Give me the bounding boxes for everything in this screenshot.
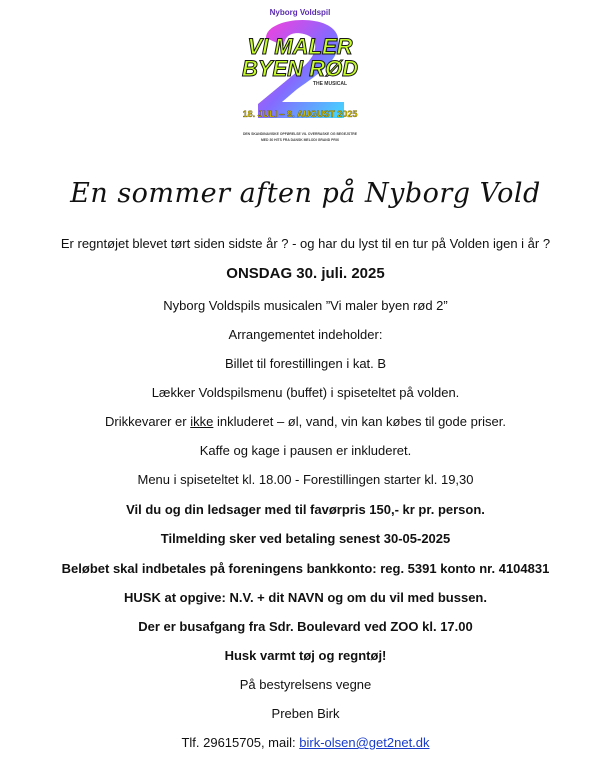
clothes-line: Husk varmt tøj og regntøj! <box>224 648 387 663</box>
drinks-text-post: inkluderet – øl, vand, vin kan købes til gode priser. <box>213 414 507 429</box>
times-line: Menu i spiseteltet kl. 18.00 - Forestillingen starter kl. 19,30 <box>137 472 474 487</box>
contact-prefix: Tlf. 29615705, mail: <box>181 735 300 750</box>
logo-fine-print-2: MED 30 HITS FRA DANSK MELODI GRAND PRIX <box>260 138 340 142</box>
signer-name: Preben Birk <box>271 706 340 721</box>
logo-top-text: Nyborg Voldspil <box>269 8 331 17</box>
notice-line: HUSK at opgive: N.V. + dit NAVN og om du vil med bussen. <box>124 590 487 605</box>
includes-menu: Lækker Voldspilsmenu (buffet) i spiseteltet på volden. <box>151 385 460 400</box>
logo-dates: 18. JULI – 9. AUGUST 2025 <box>242 109 358 119</box>
page-title: En sommer aften på Nyborg Vold <box>70 178 541 209</box>
includes-drinks <box>0 414 611 430</box>
includes-heading: Arrangementet indeholder: <box>228 327 383 342</box>
price-line: Vil du og din ledsager med til favørpris 150,- kr pr. person. <box>126 502 485 517</box>
logo-title-line1: VI MALER <box>247 34 353 59</box>
signup-line: Tilmelding sker ved betaling senest 30-05-2025 <box>160 531 451 546</box>
drinks-text-pre: Drikkevarer er <box>104 414 191 429</box>
contact-line <box>0 735 611 751</box>
includes-coffee: Kaffe og kage i pausen er inkluderet. <box>199 443 412 458</box>
includes-ticket: Billet til forestillingen i kat. B <box>224 356 387 371</box>
event-date: ONSDAG 30. juli. 2025 <box>226 265 385 282</box>
show-name: Nyborg Voldspils musicalen ”Vi maler byen rød 2” <box>163 298 448 313</box>
logo-fine-print-1: DEN SKANDINAVISKE OPFØRELSE VIL OVERRASKE OG BEGEJSTRE <box>242 132 358 136</box>
event-logo <box>226 4 374 154</box>
intro-text: Er regntøjet blevet tørt siden sidste år ? - og har du lyst til en tur på Volden igen i år ? <box>60 236 551 251</box>
sign-off: På bestyrelsens vegne <box>239 677 372 692</box>
bus-line: Der er busafgang fra Sdr. Boulevard ved ZOO kl. 17.00 <box>138 619 473 634</box>
logo-subtitle: THE MUSICAL <box>312 81 348 87</box>
logo-title-line2: BYEN RØD <box>241 56 359 81</box>
bank-line: Beløbet skal indbetales på foreningens bankkonto: reg. 5391 konto nr. 4104831 <box>61 561 550 576</box>
drinks-emphasis: ikke <box>190 414 214 429</box>
email-link[interactable]: birk-olsen@get2net.dk <box>299 735 430 750</box>
